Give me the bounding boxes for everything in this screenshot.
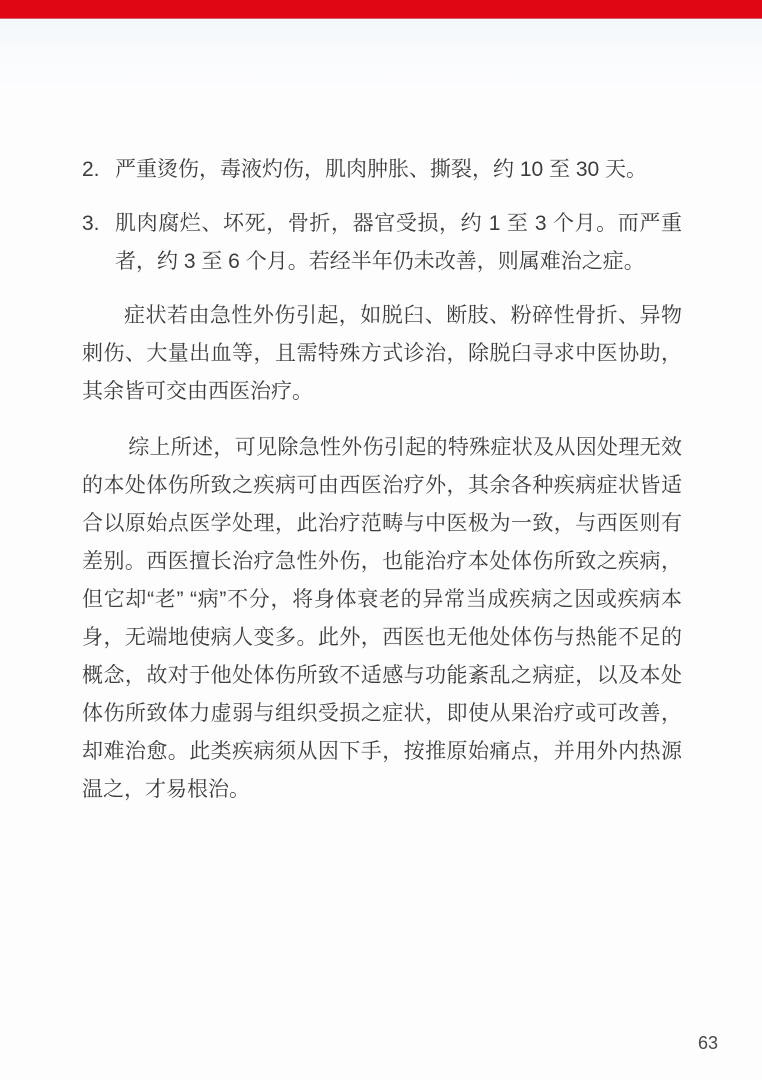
list-item-text: 肌肉腐烂、坏死，骨折，器官受损，约 1 至 3 个月。而严重者，约 3 至 6 个月。若经半年仍未改善，则属难治之症。 (115, 212, 682, 273)
paragraph-acute-trauma: 症状若由急性外伤引起，如脱臼、断肢、粉碎性骨折、异物刺伤、大量出血等，且需特殊方式诊治，除脱臼寻求中医协助，其余皆可交由西医治疗。 (82, 304, 682, 403)
list-item-number: 2. (82, 158, 100, 181)
top-bar-shadow (0, 19, 762, 89)
list-item-3 (82, 205, 682, 281)
list-item-text: 严重烫伤，毒液灼伤，肌肉肿胀、撕裂，约 10 至 30 天。 (115, 158, 648, 181)
page-number: 63 (697, 1033, 718, 1053)
page-content (82, 151, 682, 809)
list-item-number: 3. (82, 212, 100, 235)
top-red-bar (0, 0, 762, 19)
list-item-2 (82, 151, 682, 189)
paragraph-summary: 综上所述，可见除急性外伤引起的特殊症状及从因处理无效的本处体伤所致之疾病可由西医治疗外，其余各种疾病症状皆适合以原始点医学处理，此治疗范畴与中医极为一致，与西医则有差别。西医擅长治疗急性外伤，也能治疗本处体伤所致之疾病，但它却“老” “病”不分，将身体衰老的异常当成疾病之因或疾病本身，无端地使病人变多。此外，西医也无他处体伤与热能不足的概念，故对于他处体伤所致不适感与功能紊乱之病症，以及本处体伤所致体力虚弱与组织受损之症状，即使从果治疗或可改善，却难治愈。此类疾病须从因下手，按推原始痛点，并用外内热源温之，才易根治。 (82, 436, 682, 801)
